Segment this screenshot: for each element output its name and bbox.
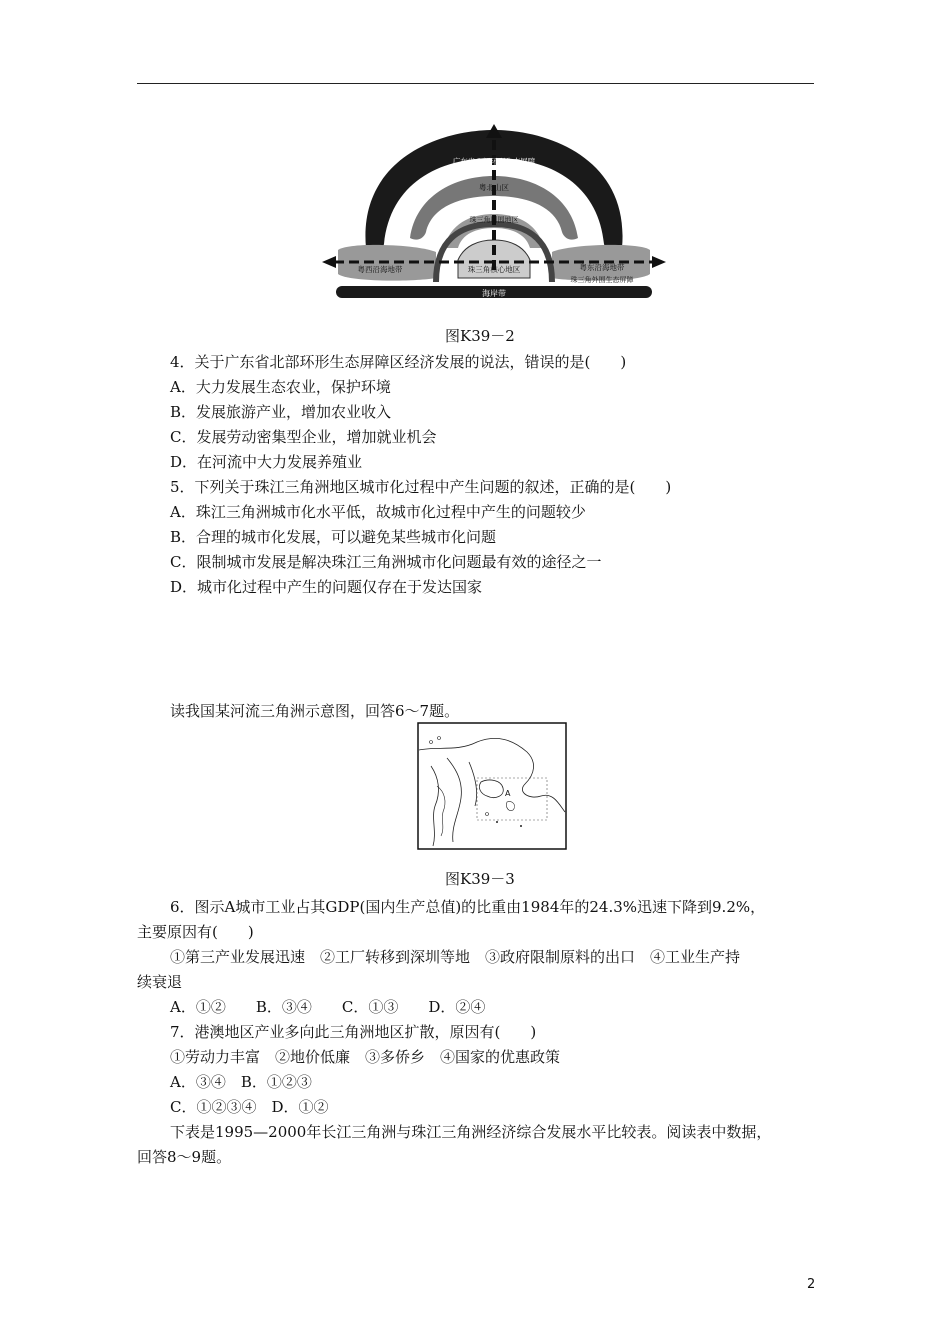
q5-stem: 5．下列关于珠江三角洲地区城市化过程中产生问题的叙述，正确的是( ) bbox=[170, 478, 672, 496]
right-arrowhead bbox=[652, 256, 666, 268]
q4-stem: 4．关于广东省北部环形生态屏障区经济发展的说法，错误的是( ) bbox=[170, 353, 627, 371]
label-coastline: 海岸带 bbox=[482, 289, 506, 298]
header-rule bbox=[137, 83, 814, 84]
city-a-label: A bbox=[505, 789, 511, 798]
q7-stem: 7．港澳地区产业多向此三角洲地区扩散，原因有( ) bbox=[170, 1023, 537, 1041]
q6-stem-line2: 主要原因有( ) bbox=[137, 923, 254, 941]
intro-q6-7: 读我国某河流三角洲示意图，回答6～7题。 bbox=[170, 702, 460, 720]
q4-option-b: B．发展旅游产业，增加农业收入 bbox=[170, 403, 392, 421]
figure2-caption: 图K39－3 bbox=[445, 870, 515, 888]
q5-option-b: B．合理的城市化发展，可以避免某些城市化问题 bbox=[170, 528, 497, 546]
q7-choices: ①劳动力丰富 ②地价低廉 ③多侨乡 ④国家的优惠政策 bbox=[170, 1048, 561, 1066]
q4-option-c: C．发展劳动密集型企业，增加就业机会 bbox=[170, 428, 437, 446]
label-north-barrier: 广东省北部环形生态屏障 bbox=[452, 157, 536, 166]
page-number: 2 bbox=[807, 1277, 816, 1292]
q6-stem-line1: 6．图示A城市工业占其GDP(国内生产总值)的比重由1984年的24.3%迅速下降到9.2%， bbox=[170, 898, 766, 916]
intro-q8-9-line2: 回答8～9题。 bbox=[137, 1148, 232, 1166]
label-prd-surround: 珠三角周围地区 bbox=[469, 216, 519, 224]
q6-options: A．①② B．③④ C．①③ D．②④ bbox=[170, 998, 486, 1016]
intro-q8-9-line1: 下表是1995—2000年长江三角洲与珠江三角洲经济综合发展水平比较表。阅读表中数据， bbox=[170, 1123, 772, 1141]
delta-sketch-map bbox=[417, 722, 567, 850]
ecological-barrier-diagram bbox=[318, 120, 670, 306]
q5-option-a: A．珠江三角洲城市化水平低，故城市化过程中产生的问题较少 bbox=[170, 503, 586, 521]
q5-option-d: D．城市化过程中产生的问题仅存在于发达国家 bbox=[170, 578, 483, 596]
label-east-coast: 粤东沿海地带 bbox=[579, 263, 625, 272]
q5-option-c: C．限制城市发展是解决珠江三角洲城市化问题最有效的途径之一 bbox=[170, 553, 602, 571]
q4-option-d: D．在河流中大力发展养殖业 bbox=[170, 453, 363, 471]
q7-options-line1: A．③④ B．①②③ bbox=[170, 1073, 312, 1091]
label-north-mountain: 粤北山区 bbox=[479, 183, 509, 192]
q7-options-line2: C．①②③④ D．①② bbox=[170, 1098, 329, 1116]
left-arrowhead bbox=[322, 256, 336, 268]
label-west-coast: 粤西沿海地带 bbox=[357, 265, 403, 274]
q6-choices-line2: 续衰退 bbox=[137, 973, 183, 991]
figure1-caption: 图K39－2 bbox=[445, 327, 515, 345]
label-prd-core: 珠三角核心地区 bbox=[467, 265, 521, 274]
label-prd-outer: 珠三角外围生态屏障 bbox=[570, 276, 634, 284]
q6-choices-line1: ①第三产业发展迅速 ②工厂转移到深圳等地 ③政府限制原料的出口 ④工业生产持 bbox=[170, 948, 741, 966]
q4-option-a: A．大力发展生态农业，保护环境 bbox=[170, 378, 391, 396]
